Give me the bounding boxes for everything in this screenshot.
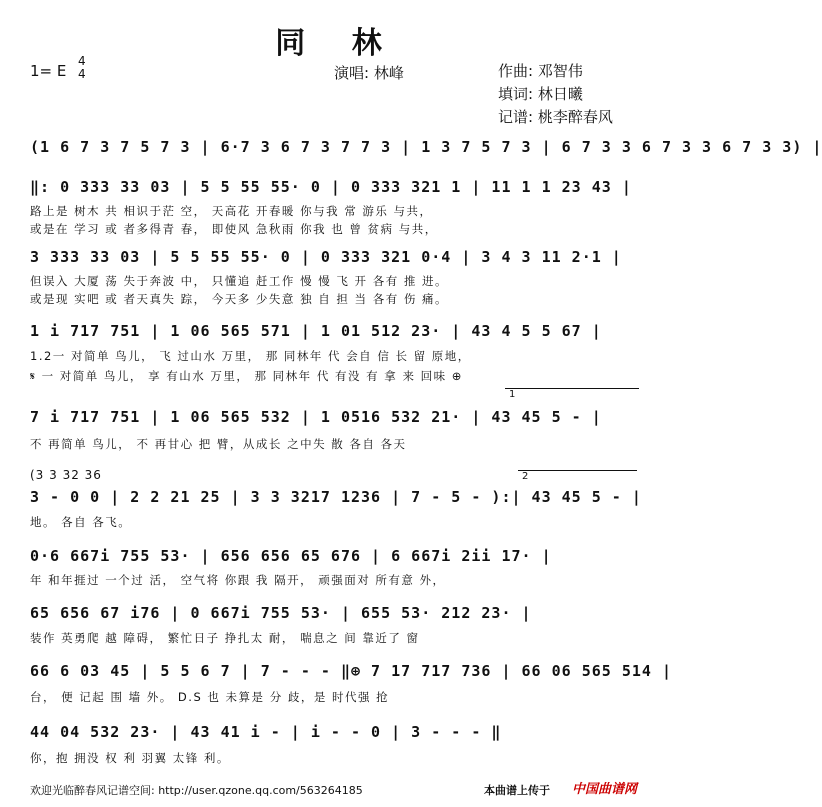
site-logo[interactable]: 中国曲谱网 [572,782,638,797]
score-line-10-notes: 44 04 532 23· | 43 41 i - | i - - 0 | 3 - - - ‖ [30,723,502,741]
score-line-9-lyric: 台， 便 记起 围 墙 外。 D.S 也 未算是 分 歧，是 时代强 抢 [30,690,390,704]
score-line-5-lyric: 不 再简单 鸟儿， 不 再甘心 把 臂，从成长 之中失 散 各自 各天 [30,437,407,451]
singer-credit: 演唱: 林峰 [334,64,404,82]
score-line-8-lyric: 装作 英勇爬 越 障碍， 繁忙日子 挣扎太 耐， 喘息之 间 靠近了 窗 [30,631,420,645]
meter-bottom: 4 [78,67,86,81]
uploader-label: 本曲谱上传于 [484,784,550,797]
lyricist-credit: 填词: 林日曦 [498,85,583,103]
score-line-6-lyric: 地。 各自 各飞。 [30,515,132,529]
volta-2-bracket: 2 [518,470,637,482]
footer-url[interactable]: 欢迎光临醉春风记谱空间: http://user.qzone.qq.com/563264185 [30,784,363,797]
score-line-3-notes: 3 333 33 03 | 5 5 55 55· 0 | 0 333 321 0·4 | 3 4 3 11 2·1 | [30,248,622,266]
score-line-2-lyric-1: 路上是 树木 共 相识于茫 空， 天高花 开春暖 你与我 常 游乐 与共， [30,204,433,218]
score-line-3-lyric-2: 或是现 实吧 或 者天真失 踪， 今天多 少失意 独 自 担 当 各有 伤 痛。 [30,292,449,306]
score-line-5-notes: 7 i 717 751 | 1 06 565 532 | 1 0516 532 21· | 43 45 5 - | [30,408,602,426]
score-line-6-notes: 3 - 0 0 | 2 2 21 25 | 3 3 3217 1236 | 7 - 5 - ):| 43 45 5 - | [30,488,642,506]
key-signature: 1= E [30,62,67,80]
time-signature [78,55,86,81]
volta-1-bracket: 1 [505,388,639,400]
song-title: 同 林 [275,26,400,61]
meter-top: 4 [78,54,86,68]
credits-block [498,60,613,129]
score-line-9-notes: 66 6 03 45 | 5 5 6 7 | 7 - - - ‖⊕ 7 17 717 736 | 66 06 565 514 | [30,662,672,680]
score-line-7-notes: 0·6 667i 755 53· | 656 656 65 676 | 6 667i 2ii 17· | [30,547,552,565]
score-line-4-lyric-1: 1.2一 对简单 鸟儿， 飞 过山水 万里， 那 同林年 代 会自 信 长 留 原地， [30,349,471,363]
score-line-1-notes: (1 6 7 3 7 5 7 3 | 6·7 3 6 7 3 7 7 3 | 1 3 7 5 7 3 | 6 7 3 3 6 7 3 3 6 7 3 3) | [30,138,822,156]
transcriber-credit: 记谱: 桃李醉春风 [498,108,613,126]
score-line-2-lyric-2: 或是在 学习 或 者多得青 春， 即使风 急秋雨 你我 也 曾 贫病 与共， [30,222,438,236]
score-line-2-notes: ‖: 0 333 33 03 | 5 5 55 55· 0 | 0 333 321 1 | 11 1 1 23 43 | [30,178,632,196]
score-line-10-lyric: 你，抱 拥没 权 利 羽翼 太锋 利。 [30,751,230,765]
composer-credit: 作曲: 邓智伟 [498,62,583,80]
score-line-4-lyric-2: 𝄋 一 对简单 鸟儿， 享 有山水 万里， 那 同林年 代 有没 有 拿 来 回味 ⊕ [30,369,463,383]
score-line-3-lyric-1: 但误入 大厦 荡 失于奔波 中， 只懂追 赶工作 慢 慢 飞 开 各有 推 进。 [30,274,449,288]
score-line-6-small-notes: (3 3 32 36 [30,468,102,482]
score-line-4-notes: 1 i 717 751 | 1 06 565 571 | 1 01 512 23· | 43 4 5 5 67 | [30,322,602,340]
score-line-8-notes: 65 656 67 i76 | 0 667i 755 53· | 655 53· 212 23· | [30,604,532,622]
score-line-7-lyric: 年 和年捱过 一个过 活， 空气将 你跟 我 隔开， 顽强面对 所有意 外， [30,573,446,587]
